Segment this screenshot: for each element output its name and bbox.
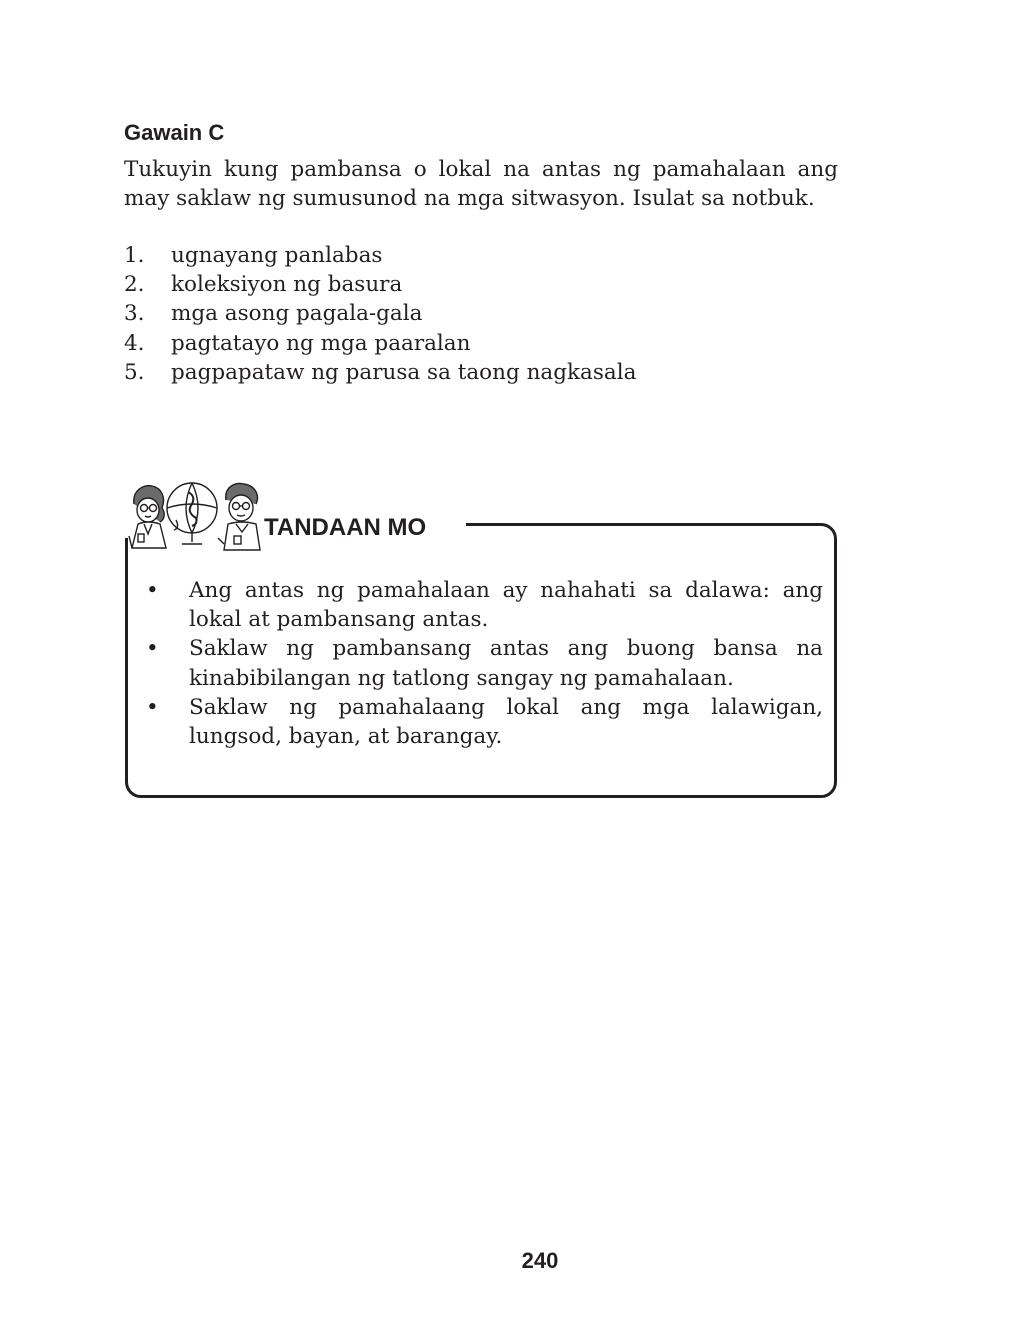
item-text: pagpapataw ng parusa sa taong nagkasala: [171, 359, 637, 385]
tandaan-bullet-list: [146, 576, 823, 751]
list-item: [146, 693, 823, 751]
tandaan-mo-title: TANDAAN MO: [264, 512, 426, 544]
item-text: ugnayang panlabas: [171, 243, 383, 268]
list-item: [124, 299, 838, 328]
bullet-text: Ang antas ng pamahalaan ay nahahati sa dalawa: ang lokal at pambansang antas.: [189, 578, 823, 633]
item-number: 1.: [124, 243, 145, 268]
list-item: [124, 241, 838, 270]
activity-item-list: [124, 241, 838, 387]
item-number: 3.: [124, 301, 145, 327]
girl-student-icon: [129, 486, 166, 548]
activity-instructions: Tukuyin kung pambansa o lokal na antas ng pamahalaan ang may saklaw ng sumusunod na mga sitwasyon. Isulat sa notbuk.: [124, 157, 838, 211]
item-number: 5.: [124, 359, 145, 385]
globe-icon: [167, 483, 217, 544]
page-number: 240: [521, 1248, 559, 1273]
boy-student-icon: [218, 484, 260, 550]
bullet-icon: •: [146, 694, 159, 720]
bullet-icon: •: [146, 636, 159, 662]
item-text: mga asong pagala-gala: [171, 301, 423, 327]
item-number: 2.: [124, 272, 145, 298]
item-text: pagtatayo ng mga paaralan: [171, 330, 471, 356]
bullet-text: Saklaw ng pambansang antas ang buong bansa na kinabibilangan ng tatlong sangay ng pamahalaan.: [189, 636, 823, 691]
item-number: 4.: [124, 330, 145, 356]
activity-heading: Gawain C: [124, 120, 225, 145]
students-globe-illustration-icon: [126, 478, 266, 558]
list-item: [146, 634, 823, 692]
list-item: [146, 576, 823, 634]
bullet-text: Saklaw ng pamahalaang lokal ang mga lalawigan, lungsod, bayan, at barangay.: [189, 694, 823, 750]
list-item: [124, 329, 838, 358]
bullet-icon: •: [146, 578, 159, 603]
item-text: koleksiyon ng basura: [171, 272, 403, 298]
list-item: [124, 270, 838, 299]
list-item: [124, 358, 838, 387]
